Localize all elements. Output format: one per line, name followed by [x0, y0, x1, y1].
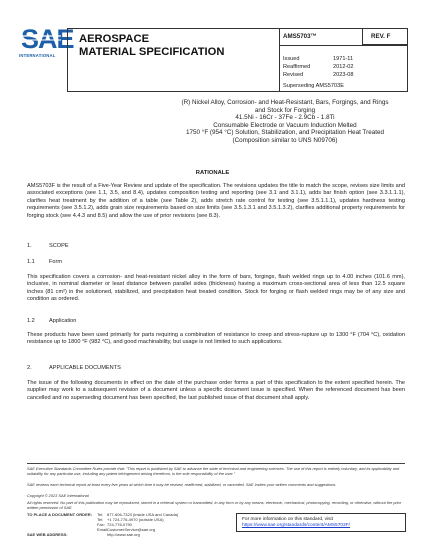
form-paragraph: This specification covers a corrosion- and heat-resistant nickel alloy in the form of bars, forgings, flash welded rings up to 4.00 inches (101.6 mm), inclusive, in nominal diameter or least distance between parallel sides (thickness) having a maximum cross-sectional area of less than 12.5 square inches (81 cm²) in the solutioned, stabilized, and precipitation heat treated condition. Stock for forging or flash welded rings may be of any size and condition as ordered. [27, 274, 405, 303]
contact-label: Tel: [97, 517, 104, 522]
standard-url-link[interactable]: https://www.sae.org/standards/content/AMS5703F/ [242, 523, 350, 529]
footer-divider [27, 463, 405, 464]
contact-row [27, 532, 178, 537]
spec-title-line: 41.5Ni - 16Cr - 37Fe - 2.9Cb - 1.8Ti [235, 114, 335, 122]
section-title: APPLICABLE DOCUMENTS [49, 365, 121, 371]
revision-label: REV. F [371, 33, 391, 40]
section-heading-applicable-documents [27, 365, 121, 371]
online-info-text: For more information on this standard, visit [242, 517, 333, 522]
sae-logo [21, 22, 74, 54]
footer-rights: All rights reserved. No part of this publication may be reproduced, stored in a retrieval system or transmitted, in any form or by any means, electronic, mechanical, photocopying, recording, or otherwise, without the prior written permission of SAE. [27, 500, 402, 510]
date-label: Issued [283, 56, 300, 62]
section-title: Application [49, 318, 77, 324]
date-row-revised [283, 71, 354, 79]
header-divider-horizontal [279, 45, 408, 46]
contact-key: TO PLACE A DOCUMENT ORDER: [27, 512, 92, 517]
spec-title-line: and Stock for Forging [254, 106, 316, 114]
date-row-reaffirmed [283, 63, 354, 71]
contact-label: Email: [97, 527, 109, 532]
contact-label [97, 532, 107, 537]
online-info-box [236, 513, 406, 532]
section-number: 2. [27, 365, 32, 371]
contact-value: 877-606-7323 (inside USA and Canada) [107, 512, 179, 517]
page-title [79, 33, 269, 59]
contact-value: 724-776-0790 [107, 522, 132, 527]
contact-email-link[interactable]: CustomerService@sae.org [107, 527, 156, 532]
spec-title-line: (Composition similar to UNS N09706) [232, 136, 338, 144]
website-link[interactable]: http://www.sae.org [107, 532, 140, 537]
logo-subtext: INTERNATIONAL [19, 53, 56, 58]
footer-copyright: Copyright © 2023 SAE International [27, 493, 89, 498]
spec-title-block [150, 99, 420, 145]
spec-title-line: 1750 °F (954 °C) Solution, Stabilization, and Precipitation Heat Treated [186, 129, 384, 137]
spec-title-line: Consumable Electrode or Vacuum Induction Melted [213, 121, 357, 129]
footer-notice-1: SAE Executive Standards Committee Rules provide that: "This report is published by SAE to advance the state of technical and engineering sciences. The use of this report is entirely voluntary, and its applicability and suitability for any particular use, including any patent infringement arising therefrom, is the sole responsibility of the user." [27, 466, 400, 476]
title-line-2: MATERIAL SPECIFICATION [79, 46, 225, 58]
contact-value: +1 724-776-4970 (outside USA) [107, 517, 164, 522]
contact-list [27, 512, 178, 537]
section-number: 1. [27, 243, 32, 249]
contact-label: Tel: [97, 512, 104, 517]
section-number: 1.2 [27, 318, 35, 324]
date-value: 1971-11 [333, 56, 354, 62]
date-list [283, 55, 354, 79]
date-row-issued [283, 55, 354, 63]
section-heading-application [27, 318, 76, 324]
date-label: Revised [283, 72, 304, 78]
title-line-1: AEROSPACE [79, 33, 150, 45]
application-paragraph: These products have been used primarily for parts requiring a combination of resistance to creep and stress-rupture up to 1300 °F (704 °C), oxidation resistance up to 1800 °F (982 °C), and good machinability, but usage is not limited to such applications. [27, 332, 405, 346]
section-title: SCOPE [49, 243, 69, 249]
applicable-documents-paragraph: The issue of the following documents in effect on the date of the purchase order forms a part of this specification to the extent specified herein. The supplier may work to a subsequent revision of a document unless a specific document issue is specified. When the referenced document has been cancelled and no superseding document has been specified, the last published issue of that document shall apply. [27, 380, 405, 401]
document-number: AMS5703™ [283, 33, 317, 40]
contact-key: SAE WEB ADDRESS: [27, 532, 68, 537]
rationale-text: AMS5703F is the result of a Five-Year Review and update of the specification. The revisions updates the title to match the scope, revises size limits and associated exceptions (see 1.1, 3.5, and 8.4), updates composition testing and reporting (see 3.1 and 3.1.1), adds bar finish option (see 3.3.1.1.1), clarifies heat treatment by the addition of a table (see Table 2), adds stretch rate control for testing (see 3.5.1.1.1), updates hardness testing requirements (see 3.5.1.2), adds grain size requirements based on size limits (see 3.5.1.3.1 and 3.5.1.3.2), clarifies additional property requirements for forging stock (see 4.4.3 and 8.5) and allow the use of prior revisions (see 8.3). [27, 183, 405, 219]
superseding-note: Superseding AMS5703E [283, 83, 344, 89]
section-title: Form [49, 259, 63, 265]
date-value: 2012-02 [333, 64, 354, 70]
footer-notice-2: SAE reviews each technical report at least every five years at which time it may be revised, reaffirmed, stabilized, or cancelled. SAE invites your written comments and suggestions. [27, 482, 337, 487]
svg-text:SAE: SAE [21, 24, 74, 54]
date-value: 2023-08 [333, 72, 354, 78]
section-heading-form [27, 259, 62, 265]
section-heading-scope [27, 243, 69, 249]
contact-label: Fax: [97, 522, 105, 527]
rationale-heading: RATIONALE [195, 170, 230, 176]
header-divider [279, 28, 280, 92]
spec-title-line: (R) Nickel Alloy, Corrosion- and Heat-Resistant, Bars, Forgings, and Rings [181, 99, 389, 106]
section-number: 1.1 [27, 259, 35, 265]
date-label: Reaffirmed [283, 64, 311, 70]
